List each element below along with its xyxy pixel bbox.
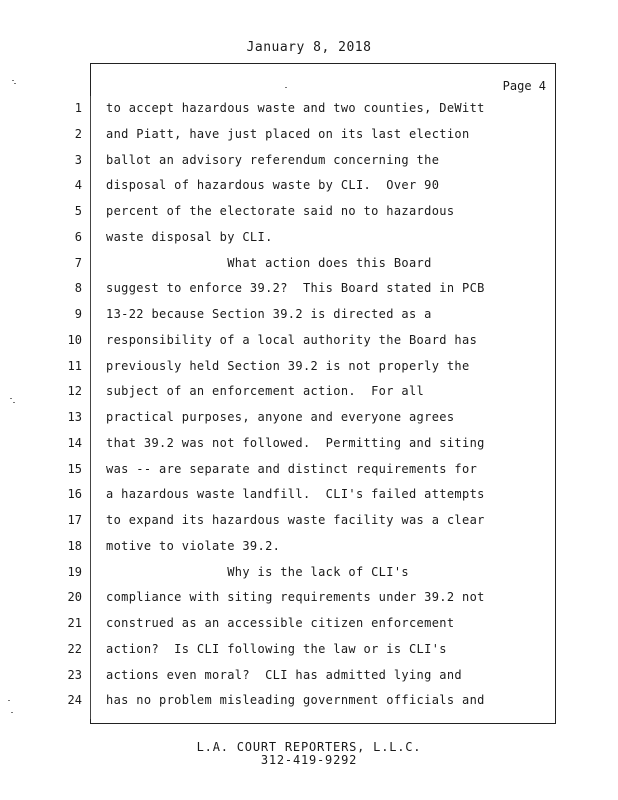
transcript-line: What action does this Board (106, 255, 432, 270)
transcript-line: that 39.2 was not followed. Permitting and siting (106, 435, 485, 450)
line-number: 1 (74, 101, 82, 115)
line-number: 7 (74, 255, 82, 270)
transcript-line: and Piatt, have just placed on its last election (106, 126, 470, 141)
transcript-line: responsibility of a local authority the Board has (106, 332, 478, 347)
line-number: 8 (74, 281, 82, 296)
line-number: 23 (67, 667, 82, 682)
line-number-rule (90, 96, 91, 719)
line-number: 10 (67, 332, 82, 347)
line-number: 18 (67, 538, 82, 553)
transcript-line: previously held Section 39.2 is not properly the (106, 358, 470, 373)
line-number: 2 (74, 126, 82, 141)
transcript-line: ballot an advisory referendum concerning the (106, 152, 440, 167)
line-number: 21 (67, 616, 82, 630)
transcript-line: to expand its hazardous waste facility was a clear (106, 513, 485, 527)
transcript-line: construed as an accessible citizen enforcement (106, 616, 455, 630)
transcript-line: Why is the lack of CLI's (106, 564, 409, 579)
line-number: 24 (67, 693, 82, 708)
line-number: 4 (74, 178, 82, 193)
page-number: Page 4 (502, 79, 546, 93)
transcript-line: action? Is CLI following the law or is CLI's (106, 641, 447, 656)
transcript-line: suggest to enforce 39.2? This Board stated in PCB (106, 281, 485, 296)
transcript-line: a hazardous waste landfill. CLI's failed attempts (106, 487, 485, 502)
transcript-line: waste disposal by CLI. (106, 229, 273, 244)
line-number: 15 (67, 461, 82, 476)
transcript-line: to accept hazardous waste and two counties, DeWitt (106, 101, 485, 115)
line-number: 12 (67, 384, 82, 399)
transcript-line: percent of the electorate said no to hazardous (106, 204, 455, 218)
line-number: 3 (74, 152, 82, 167)
court-reporter-phone: 312-419-9292 (260, 753, 358, 767)
line-number: 14 (67, 435, 82, 450)
transcript-line: practical purposes, anyone and everyone agrees (106, 410, 455, 424)
court-reporter-name: L.A. COURT REPORTERS, L.L.C. (196, 740, 422, 754)
transcript-line: disposal of hazardous waste by CLI. Over 90 (106, 178, 440, 193)
transcript-line: 13-22 because Section 39.2 is directed as a (106, 307, 432, 321)
line-number: 19 (67, 564, 82, 579)
line-number: 11 (67, 358, 82, 373)
line-number: 22 (67, 641, 82, 656)
line-number: 9 (74, 307, 82, 321)
transcript-line: subject of an enforcement action. For all (106, 384, 425, 399)
line-number: 13 (67, 410, 82, 424)
transcript-line: compliance with siting requirements under 39.2 not (106, 590, 485, 605)
transcript-line: was -- are separate and distinct requirements for (106, 461, 478, 476)
transcript-line: has no problem misleading government officials and (106, 693, 485, 708)
line-number: 16 (67, 487, 82, 502)
line-number: 17 (67, 513, 82, 527)
transcript-line: motive to violate 39.2. (106, 538, 281, 553)
transcript-date: January 8, 2018 (246, 40, 372, 55)
transcript-line: actions even moral? CLI has admitted lying and (106, 667, 463, 682)
line-number: 6 (74, 229, 82, 244)
line-number: 5 (74, 204, 82, 218)
line-number: 20 (67, 590, 82, 605)
